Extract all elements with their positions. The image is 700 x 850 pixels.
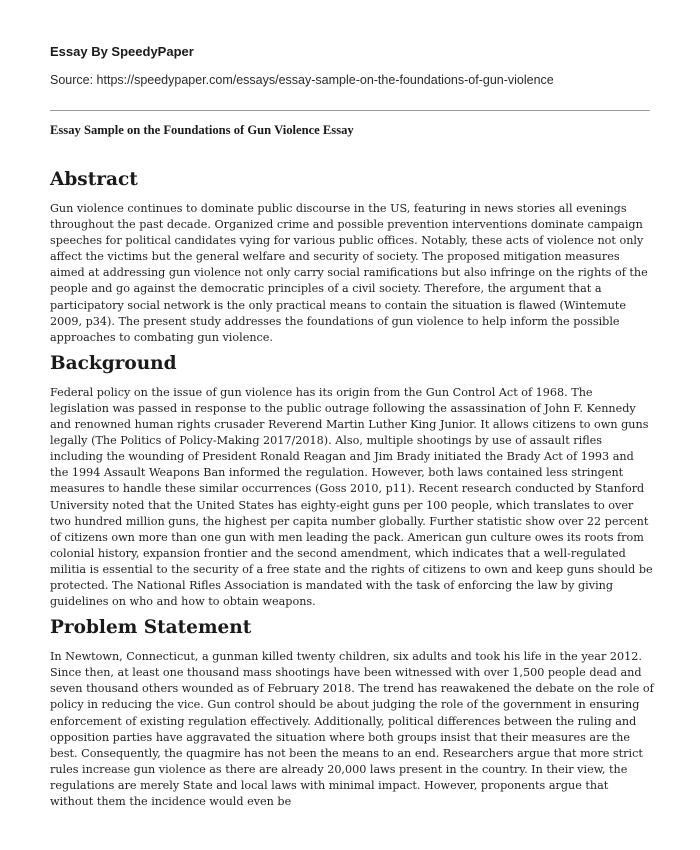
essay-body: [50, 168, 654, 816]
section-heading: Background: [50, 352, 177, 374]
section-problem-statement: [50, 616, 654, 810]
section-heading: Problem Statement: [50, 617, 252, 639]
section-paragraph: Gun violence continues to dominate public discourse in the US, featuring in news stories all evenings throughout the past decade. Organized crime and possible prevention interventions dominate campaign speeches for political candidates vying for various public offices. Notably, these acts of violence not only affect the victims but the general welfare and security of society. The proposed mitigation measures aimed at addressing gun violence not only carry social ramifications but also infringe on the rights of the people and go against the democratic principles of a civil society. Therefore, the argument that a participatory social network is the only practical means to contain the situation is flawed (Wintemute 2009, p34). The present study addresses the foundations of gun violence to help inform the possible approaches to combating gun violence.: [50, 202, 648, 344]
section-paragraph: In Newtown, Connecticut, a gunman killed twenty children, six adults and took his life in the year 2012. Since then, at least one thousand mass shootings have been witnessed with over 1,500 people dead and seven thousand others wounded as of February 2018. The trend has reawakened the debate on the role of policy in reducing the vice. Gun control should be about judging the role of the government in ensuring enforcement of existing regulation effectively. Additionally, political differences between the ruling and opposition parties have aggravated the situation where both groups insist that their measures are the best. Consequently, the quagmire has not been the means to an end. Researchers argue that more strict rules increase gun violence as there are already 20,000 laws present in the country. In their view, the regulations are merely State and local laws with minimal impact. However, proponents argue that without them the incidence would even be: [50, 650, 654, 808]
source-line: Source: https://speedypaper.com/essays/essay-sample-on-the-foundations-of-gun-violence: [50, 73, 554, 87]
section-abstract: [50, 168, 654, 346]
section-heading: Abstract: [50, 169, 138, 190]
essay-title: Essay Sample on the Foundations of Gun Violence Essay: [50, 123, 354, 137]
section-background: [50, 352, 654, 610]
section-paragraph: Federal policy on the issue of gun violence has its origin from the Gun Control Act of 1968. The legislation was passed in response to the public outrage following the assassination of John F. Kennedy and renowned human rights crusader Reverend Martin Luther King Junior. It allows citizens to own guns legally (The Politics of Policy-Making 2017/2018). Also, multiple shootings by use of assault rifles including the wounding of President Ronald Reagan and Jim Brady initiated the Brady Act of 1993 and the 1994 Assault Weapons Ban informed the regulation. However, both laws contained less stringent measures to handle these similar occurrences (Goss 2010, p11). Recent research conducted by Stanford University noted that the United States has eighty-eight guns per 100 people, which translates to over two hundred million guns, the highest per capita number globally. Further statistic show over 22 percent of citizens own more than one gun with men leading the pack. American gun culture owes its roots from colonial history, expansion frontier and the second amendment, which indicates that a well-regulated militia is essential to the security of a free state and the rights of citizens to own and keep guns should be protected. The National Rifles Association is mandated with the task of enforcing the law by giving guidelines on who and how to obtain weapons.: [50, 385, 653, 609]
brand-title: Essay By SpeedyPaper: [50, 44, 194, 59]
header-divider: [50, 110, 650, 111]
